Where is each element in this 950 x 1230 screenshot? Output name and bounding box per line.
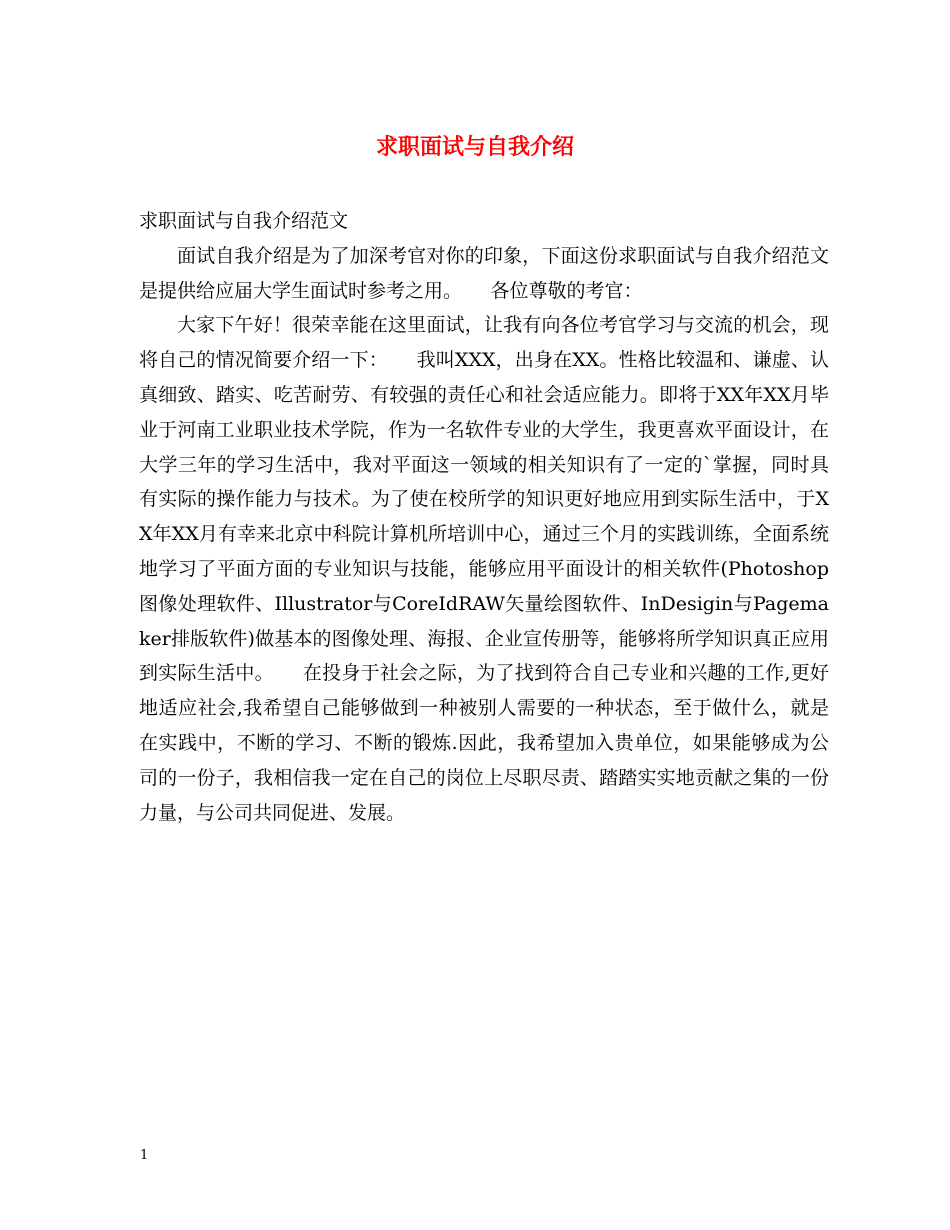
document-body: [139, 204, 829, 830]
document-subtitle: 求职面试与自我介绍范文: [139, 210, 349, 232]
page-number: 1: [140, 1148, 149, 1163]
paragraph-self-introduction: 大家下午好！很荣幸能在这里面试，让我有向各位考官学习与交流的机会，现将自己的情况简要介绍一下： 我叫XXX，出身在XX。性格比较温和、谦虚、认真细致、踏实、吃苦耐劳、有较强的责任心和社会适应能力。即将于XX年XX月毕业于河南工业职业技术学院，作为一名软件专业的大学生，我更喜欢平面设计，在大学三年的学习生活中，我对平面这一领域的相关知识有了一定的`掌握，同时具有实际的操作能力与技术。为了使在校所学的知识更好地应用到实际生活中，于XX年XX月有幸来北京中科院计算机所培训中心，通过三个月的实践训练，全面系统地学习了平面方面的专业知识与技能，能够应用平面设计的相关软件(Photoshop图像处理软件、Illustrator与CoreIdRAW矢量绘图软件、InDesigin与Pagemaker排版软件)做基本的图像处理、海报、企业宣传册等，能够将所学知识真正应用到实际生活中。 在投身于社会之际，为了找到符合自己专业和兴趣的工作,更好地适应社会,我希望自己能够做到一种被别人需要的一种状态，至于做什么，就是在实践中，不断的学习、不断的锻炼.因此，我希望加入贵单位，如果能够成为公司的一份子，我相信我一定在自己的岗位上尽职尽责、踏踏实实地贡献之集的一份力量，与公司共同促进、发展。: [139, 314, 829, 824]
paragraph-intro: 面试自我介绍是为了加深考官对你的印象，下面这份求职面试与自我介绍范文是提供给应届大学生面试时参考之用。 各位尊敬的考官：: [139, 244, 829, 302]
document-title: 求职面试与自我介绍: [375, 135, 574, 160]
